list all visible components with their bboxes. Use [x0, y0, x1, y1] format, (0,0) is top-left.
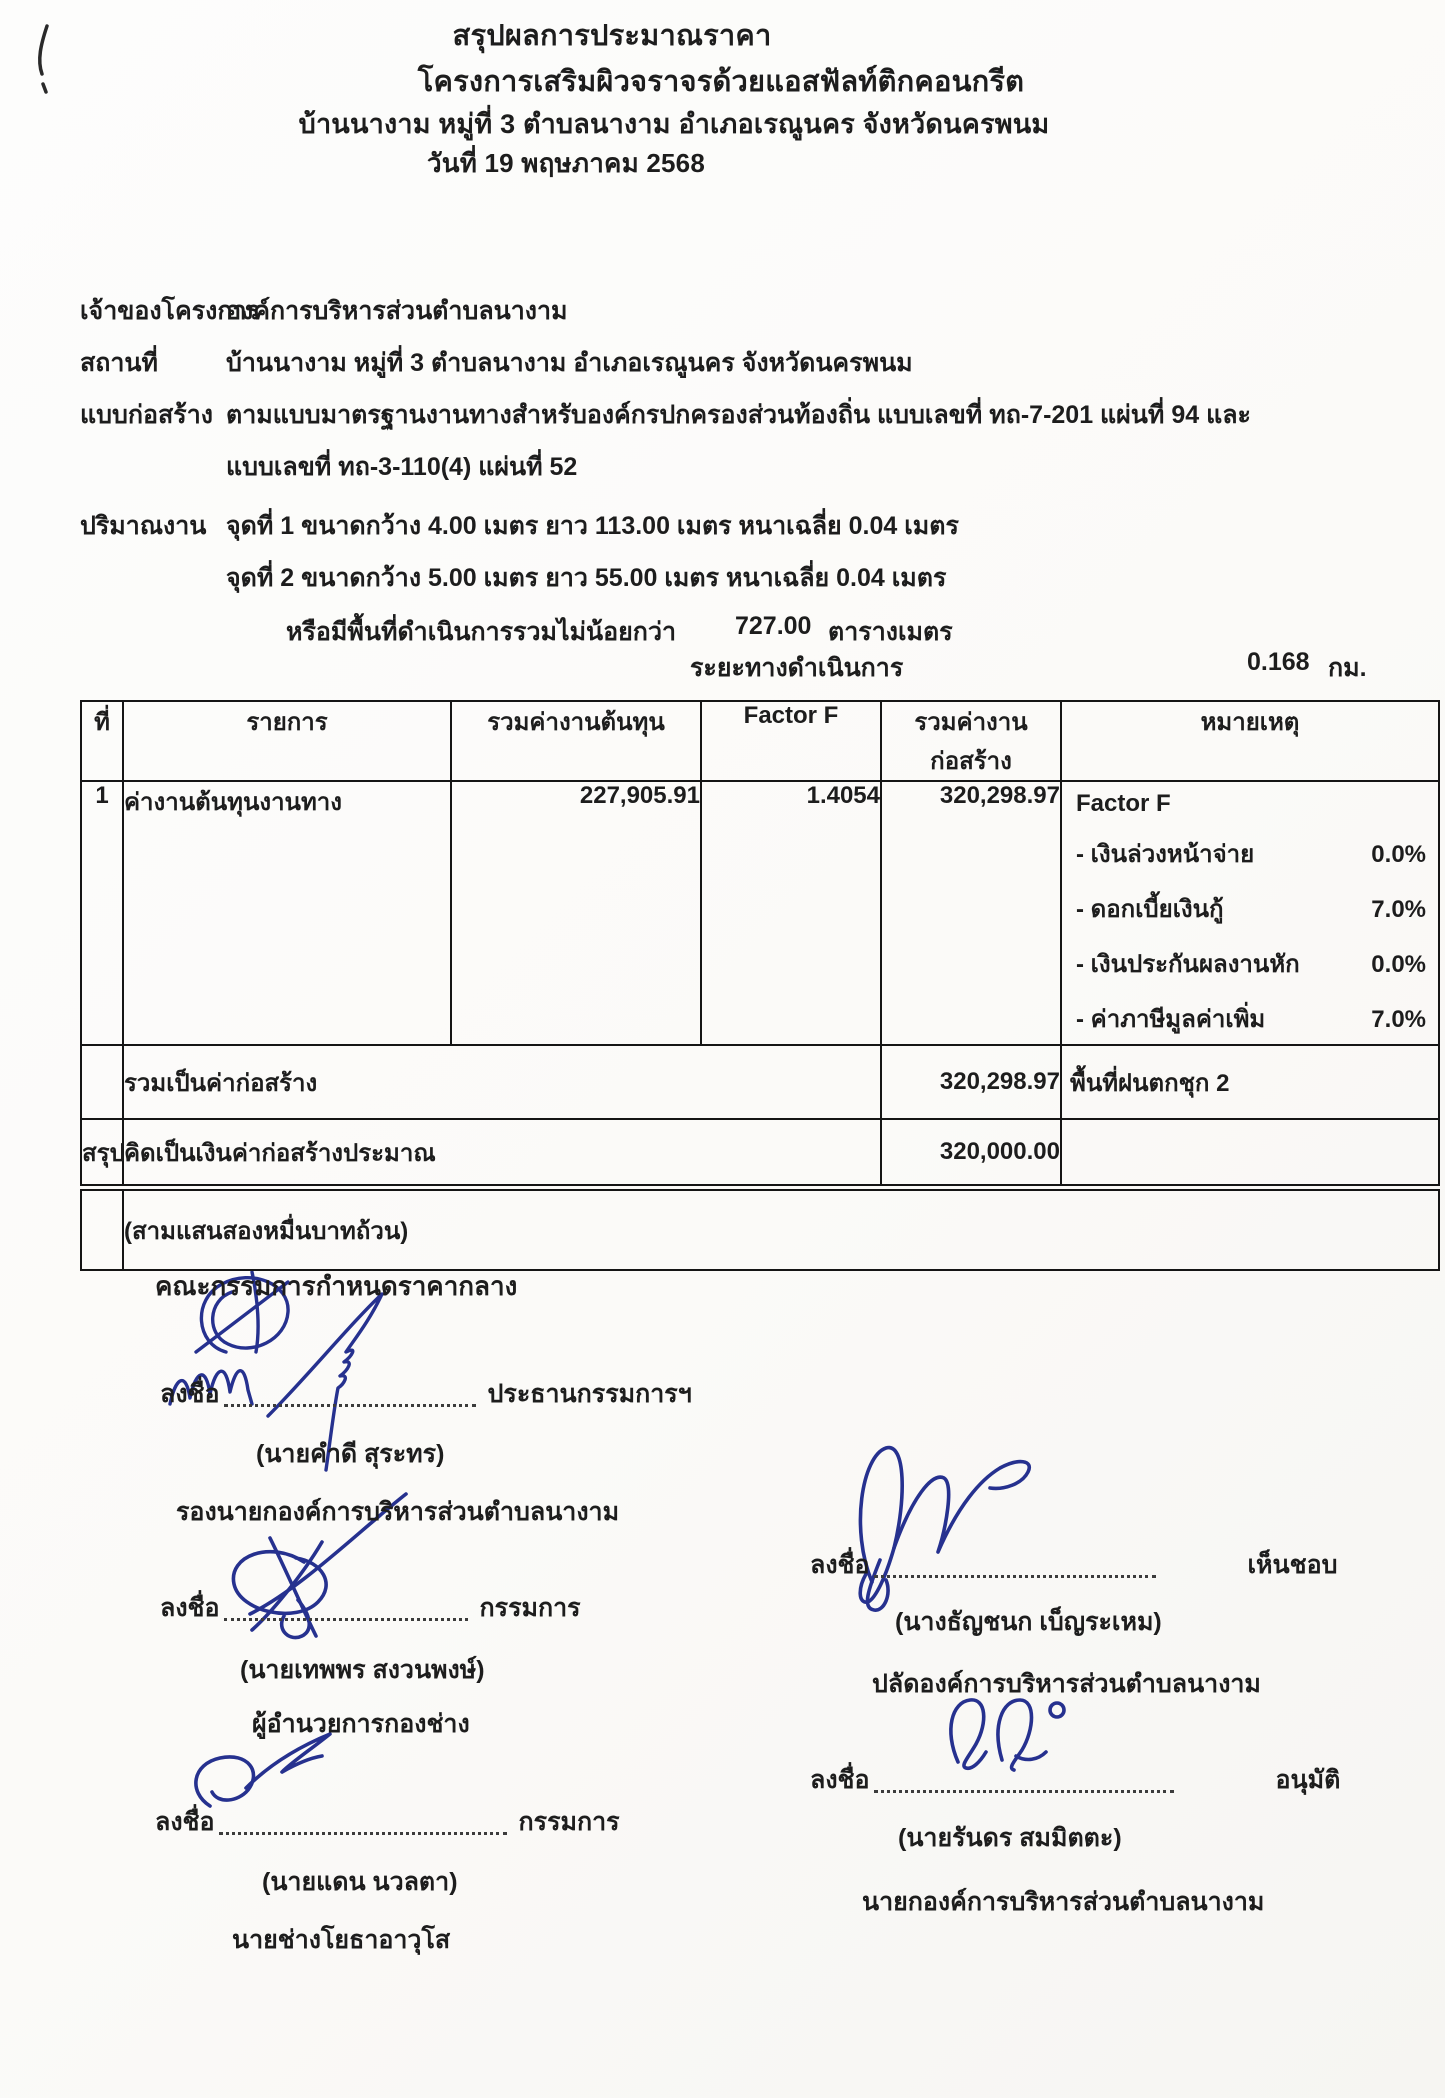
sign-label: ลงชื่อ — [810, 1551, 870, 1579]
sign-name-authorize: (นายรันดร สมมิตตะ) — [898, 1824, 1122, 1852]
sign-position-approve: ปลัดองค์การบริหารส่วนตำบลนางาม — [872, 1670, 1261, 1698]
remark-title: Factor F — [1076, 790, 1171, 817]
summary-remark-empty — [1061, 1119, 1439, 1188]
remark-item — [1076, 834, 1426, 873]
sign-role: กรรมการ — [479, 1594, 581, 1622]
header-factor: Factor F — [701, 701, 881, 781]
distance-unit: กม. — [1328, 654, 1367, 682]
quantity-line-2: จุดที่ 2 ขนาดกว้าง 5.00 เมตร ยาว 55.00 เมตร หนาเฉลี่ย 0.04 เมตร — [226, 564, 947, 592]
owner-label: เจ้าของโครงการ — [80, 297, 260, 325]
header-remark: หมายเหตุ — [1061, 701, 1439, 781]
signature-approve — [860, 1448, 1029, 1611]
quantity-label: ปริมาณงาน — [80, 512, 207, 540]
remark-item-label: - ค่าภาษีมูลค่าเพิ่ม — [1076, 1006, 1266, 1033]
project-location-title: บ้านนางาม หมู่ที่ 3 ตำบลนางาม อำเภอเรณูนคร จังหวัดนครพนม — [298, 109, 1050, 139]
location-label: สถานที่ — [80, 349, 159, 377]
signature-dotted-line — [874, 1786, 1174, 1793]
distance-label: ระยะทางดำเนินการ — [690, 654, 904, 682]
remark-item — [1076, 889, 1426, 928]
sign-label: ลงชื่อ — [160, 1594, 220, 1622]
distance-value: 0.168 — [1247, 648, 1310, 676]
header-no: ที่ — [81, 701, 123, 781]
remark-item-value: 0.0% — [1371, 951, 1426, 978]
signature-dotted-line — [219, 1828, 507, 1835]
document-title: สรุปผลการประมาณราคา — [452, 20, 772, 52]
signature-member-2 — [196, 1734, 330, 1806]
remark-item-value: 7.0% — [1371, 1006, 1426, 1033]
cell-item: ค่างานต้นทุนงานทาง — [123, 781, 451, 1045]
summary-label: คิดเป็นเงินค่าก่อสร้างประมาณ — [123, 1119, 881, 1188]
amount-text-row — [81, 1188, 1439, 1271]
drawing-label: แบบก่อสร้าง — [80, 401, 213, 429]
summary-value: 320,000.00 — [881, 1119, 1061, 1188]
summary-no: สรุป — [81, 1119, 123, 1188]
sign-row-member-1 — [160, 1588, 581, 1628]
sign-name-member-2: (นายแดน นวลตา) — [262, 1868, 458, 1896]
cell-no: 1 — [81, 781, 123, 1045]
sign-role: ประธานกรรมการฯ — [487, 1380, 692, 1408]
total-row — [81, 1045, 1439, 1119]
location-value: บ้านนางาม หมู่ที่ 3 ตำบลนางาม อำเภอเรณูนคร จังหวัดนครพนม — [226, 349, 913, 377]
remark-item — [1076, 944, 1426, 983]
remark-item-value: 0.0% — [1371, 841, 1426, 868]
signature-dotted-line — [224, 1400, 476, 1407]
sign-role: อนุมัติ — [1275, 1766, 1341, 1794]
remark-item — [1076, 999, 1426, 1038]
total-remark: พื้นที่ฝนตกชุก 2 — [1061, 1045, 1439, 1119]
sign-position-member-2: นายช่างโยธาอาวุโส — [232, 1926, 451, 1954]
remark-item-label: - เงินล่วงหน้าจ่าย — [1076, 841, 1255, 868]
sign-name-approve: (นางธัญชนก เบ็ญระเหม) — [895, 1608, 1162, 1636]
header-base-cost: รวมค่างานต้นทุน — [451, 701, 701, 781]
cell-factor: 1.4054 — [701, 781, 881, 1045]
remark-item-value: 7.0% — [1371, 896, 1426, 923]
sign-row-chairman — [160, 1374, 692, 1414]
total-label: รวมเป็นค่าก่อสร้าง — [123, 1045, 881, 1119]
drawing-line-2: แบบเลขที่ ทถ-3-110(4) แผ่นที่ 52 — [226, 453, 578, 481]
sign-name-chairman: (นายคำดี สุระทร) — [256, 1440, 445, 1468]
sign-label: ลงชื่อ — [810, 1766, 870, 1794]
area-label: หรือมีพื้นที่ดำเนินการรวมไม่น้อยกว่า — [286, 618, 677, 646]
signature-dotted-line — [224, 1614, 468, 1621]
sign-position-member-1: ผู้อำนวยการกองช่าง — [252, 1710, 470, 1738]
cell-construction-cost: 320,298.97 — [881, 781, 1061, 1045]
sign-position-chairman: รองนายกองค์การบริหารส่วนตำบลนางาม — [176, 1498, 620, 1526]
signature-dotted-line — [874, 1571, 1156, 1578]
sign-label: ลงชื่อ — [160, 1380, 220, 1408]
sign-row-approve — [810, 1545, 1337, 1585]
quantity-line-1: จุดที่ 1 ขนาดกว้าง 4.00 เมตร ยาว 113.00 เมตร หนาเฉลี่ย 0.04 เมตร — [226, 512, 959, 540]
sign-row-member-2 — [155, 1802, 620, 1842]
cell-remark — [1061, 781, 1439, 1045]
sign-label: ลงชื่อ — [155, 1808, 215, 1836]
remark-item-label: - ดอกเบี้ยเงินกู้ — [1076, 896, 1224, 923]
amount-no-cell — [81, 1188, 123, 1271]
sign-role: กรรมการ — [518, 1808, 620, 1836]
sign-position-authorize: นายกองค์การบริหารส่วนตำบลนางาม — [862, 1888, 1265, 1916]
sign-role: เห็นชอบ — [1247, 1551, 1338, 1579]
cell-base-cost: 227,905.91 — [451, 781, 701, 1045]
amount-text: (สามแสนสองหมื่นบาทถ้วน) — [123, 1188, 1439, 1271]
header-construction-cost: รวมค่างานก่อสร้าง — [881, 701, 1061, 781]
remark-item-label: - เงินประกันผลงานหัก — [1076, 951, 1300, 978]
document-date: วันที่ 19 พฤษภาคม 2568 — [426, 148, 706, 178]
drawing-line-1: ตามแบบมาตรฐานงานทางสำหรับองค์กรปกครองส่วนท้องถิ่น แบบเลขที่ ทถ-7-201 แผ่นที่ 94 และ — [226, 401, 1251, 429]
owner-value: องค์การบริหารส่วนตำบลนางาม — [226, 297, 568, 325]
committee-heading: คณะกรรมการกำหนดราคากลาง — [155, 1271, 518, 1301]
table-row — [81, 781, 1439, 1045]
sign-name-member-1: (นายเทพพร สงวนพงษ์) — [240, 1656, 485, 1684]
table-header-row — [81, 701, 1439, 781]
project-name: โครงการเสริมผิวจราจรด้วยแอสฟัลท์ติกคอนกรีต — [417, 66, 1025, 98]
header-item: รายการ — [123, 701, 451, 781]
summary-row — [81, 1119, 1439, 1188]
sign-row-authorize — [810, 1760, 1340, 1800]
area-value: 727.00 — [735, 612, 812, 640]
estimate-table — [80, 700, 1440, 1271]
total-value: 320,298.97 — [881, 1045, 1061, 1119]
area-unit: ตารางเมตร — [828, 618, 953, 646]
total-no-cell — [81, 1045, 123, 1119]
